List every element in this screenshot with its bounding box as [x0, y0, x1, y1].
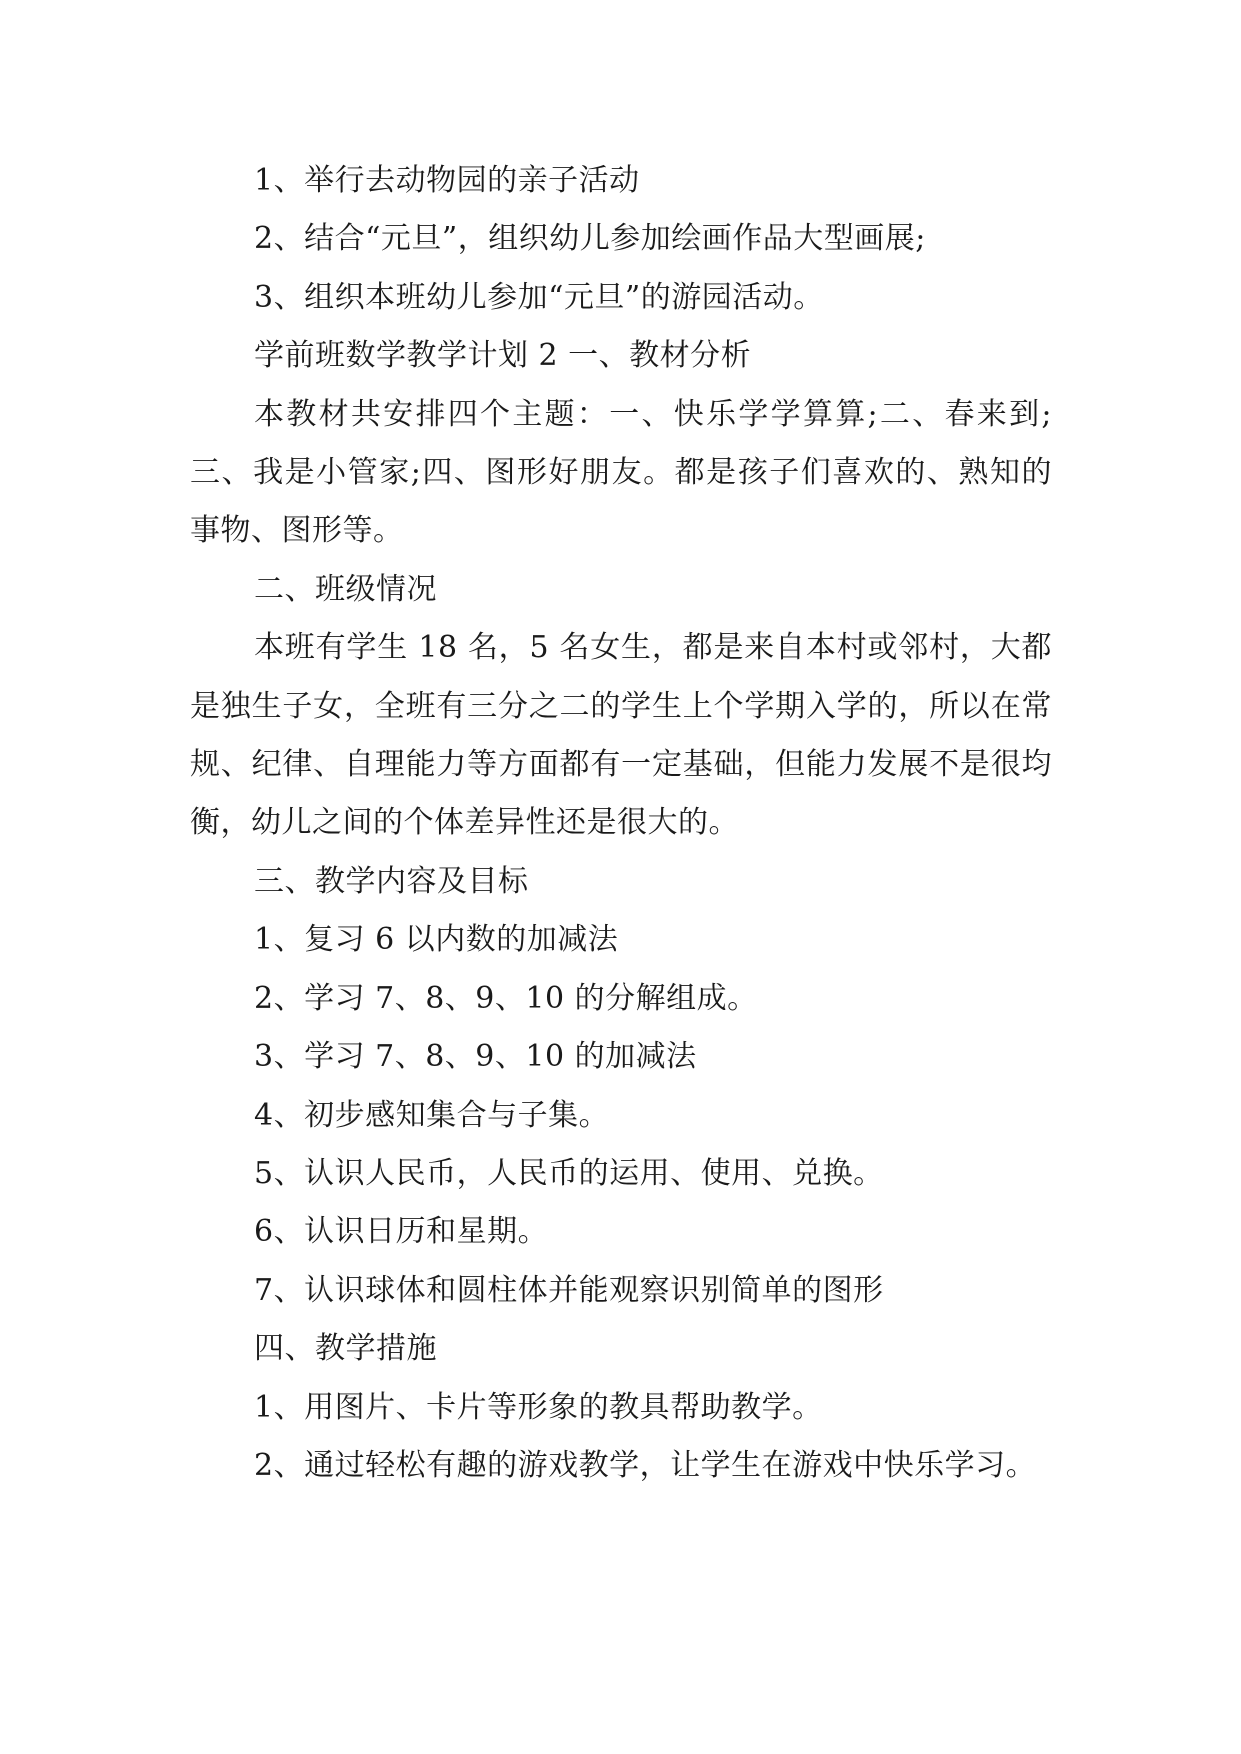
section-heading-class-situation: 二、班级情况 — [254, 571, 437, 607]
list-item-goal-5: 5、认识人民币，人民币的运用、使用、兑换。 — [254, 1155, 884, 1191]
list-item-goal-6: 6、认识日历和星期。 — [254, 1214, 549, 1250]
list-item-measure-1: 1、用图片、卡片等形象的教具帮助教学。 — [254, 1389, 823, 1425]
document-body — [190, 152, 1052, 1495]
list-item-painting-exhibition: 2、结合“元旦”，组织幼儿参加绘画作品大型画展; — [254, 221, 926, 257]
paragraph-class-situation: 本班有学生 18 名，5 名女生，都是来自本村或邻村，大都是独生子女，全班有三分之二的学生上个学期入学的，所以在常规、纪律、自理能力等方面都有一定基础，但能力发展不是很均衡，幼儿之间的个体差异性还是很大的。 — [190, 630, 1052, 841]
section-heading-teaching-measures: 四、教学措施 — [254, 1331, 437, 1367]
section-heading-textbook-analysis: 学前班数学教学计划 2 一、教材分析 — [254, 338, 752, 374]
paragraph-textbook-themes: 本教材共安排四个主题：一、快乐学学算算;二、春来到;三、我是小管家;四、图形好朋友。都是孩子们喜欢的、熟知的事物、图形等。 — [190, 396, 1052, 549]
list-item-garden-party: 3、组织本班幼儿参加“元旦”的游园活动。 — [254, 279, 824, 315]
section-heading-content-goals: 三、教学内容及目标 — [254, 863, 529, 899]
list-item-goal-7: 7、认识球体和圆柱体并能观察识别简单的图形 — [254, 1272, 884, 1308]
list-item-measure-2: 2、通过轻松有趣的游戏教学，让学生在游戏中快乐学习。 — [254, 1447, 1037, 1483]
list-item-zoo-activity: 1、举行去动物园的亲子活动 — [254, 163, 640, 198]
list-item-goal-3: 3、学习 7、8、9、10 的加减法 — [254, 1039, 697, 1075]
list-item-goal-1: 1、复习 6 以内数的加减法 — [254, 922, 619, 958]
list-item-goal-4: 4、初步感知集合与子集。 — [254, 1097, 610, 1133]
list-item-goal-2: 2、学习 7、8、9、10 的分解组成。 — [254, 980, 758, 1016]
